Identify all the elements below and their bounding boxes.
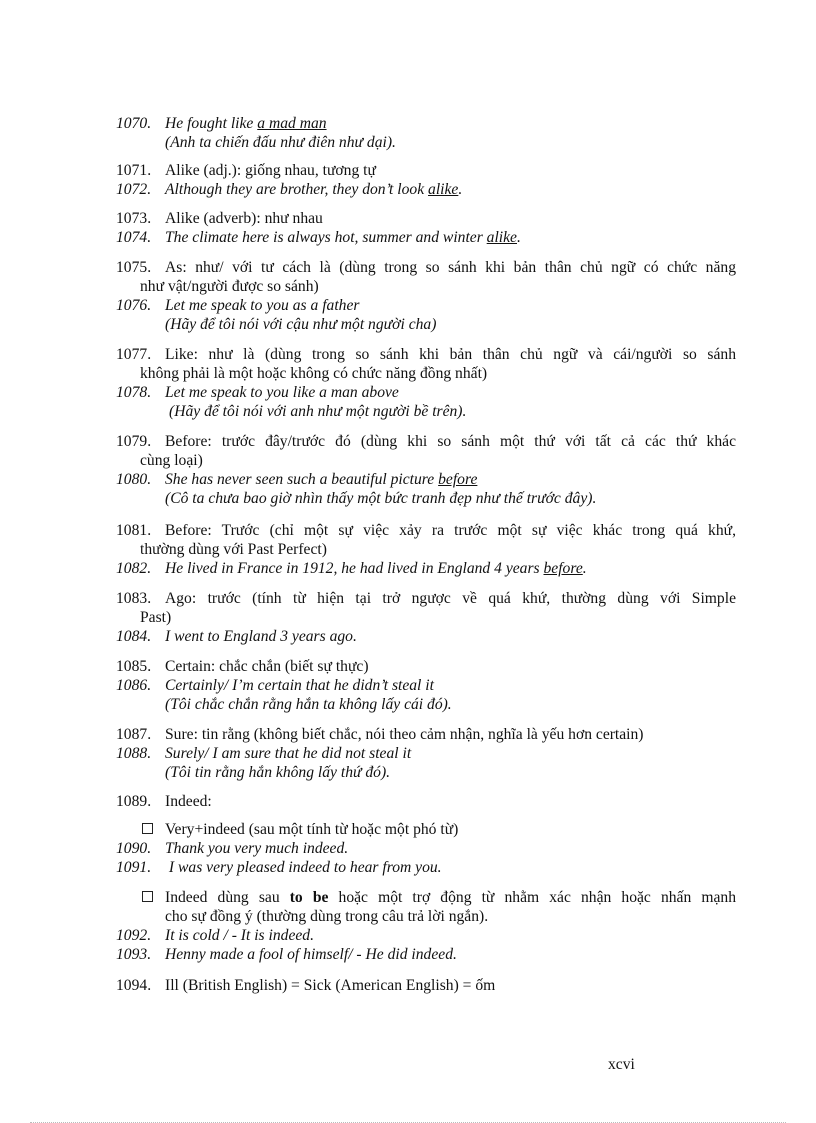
entry-1083: 1083. Ago: trước (tính từ hiện tại trở ngược về quá khứ, thường dùng với Simple Past) 1084. I went to England 3 years ago. [116, 590, 736, 645]
bullet-box-icon [142, 891, 153, 902]
page-number: xcvi [608, 1056, 635, 1073]
entry-1070: 1070. He fought like a mad man (Anh ta chiến đấu như điên như dại). [116, 115, 396, 151]
bullet-box-icon [142, 823, 153, 834]
entry-1073: 1073. Alike (adverb): như nhau 1074. The climate here is always hot, summer and winter alike. [116, 210, 521, 246]
entry-1089: 1089. Indeed: [116, 793, 212, 810]
entry-1085: 1085. Certain: chắc chắn (biết sự thực) 1086. Certainly/ I’m certain that he didn’t steal it (Tôi chắc chắn rằng hắn ta không lấy cái đó). [116, 658, 452, 713]
entry-1077: 1077. Like: như là (dùng trong so sánh khi bản thân chủ ngữ và cái/người so sánh không phải là một hoặc không có chức năng đồng nhất) 1078. Let me speak to you like a man above (Hãy để tôi nói với anh như một người bề trên). [116, 346, 736, 420]
bullet-indeed-to-be: Indeed dùng sau to be hoặc một trợ động từ nhằm xác nhận hoặc nhấn mạnh cho sự đồng ý (thường dùng trong câu trả lời ngắn). 1092. It is cold / - It is indeed. 1093. Henny made a fool of himself/ - He did indeed. [116, 889, 736, 963]
entry-1081: 1081. Before: Trước (chỉ một sự việc xảy ra trước một sự việc khác trong quá khứ, thường dùng với Past Perfect) 1082. He lived in France in 1912, he had lived in England 4 years before. [116, 522, 736, 577]
entry-1071: 1071. Alike (adj.): giống nhau, tương tự 1072. Although they are brother, they don’t look alike. [116, 162, 463, 198]
entry-1094: 1094. Ill (British English) = Sick (American English) = ốm [116, 977, 496, 994]
entry-1075: 1075. As: như/ với tư cách là (dùng trong so sánh khi bản thân chủ ngữ có chức năng như vật/người được so sánh) 1076. Let me speak to you as a father (Hãy để tôi nói với cậu như một người cha) [116, 259, 736, 333]
entry-1087: 1087. Sure: tin rằng (không biết chắc, nói theo cảm nhận, nghĩa là yếu hơn certain) 1088. Surely/ I am sure that he did not steal it (Tôi tin rằng hắn không lấy thứ đó). [116, 726, 644, 781]
bullet-very-indeed: Very+indeed (sau một tính từ hoặc một phó từ) 1090. Thank you very much indeed. 1091. I was very pleased indeed to hear from you. [116, 821, 459, 876]
entry-1079: 1079. Before: trước đây/trước đó (dùng khi so sánh một thứ với tất cả các thứ khác cùng loại) 1080. She has never seen such a beautiful picture before (Cô ta chưa bao giờ nhìn thấy một bức tranh đẹp như thế trước đây). [116, 433, 736, 507]
